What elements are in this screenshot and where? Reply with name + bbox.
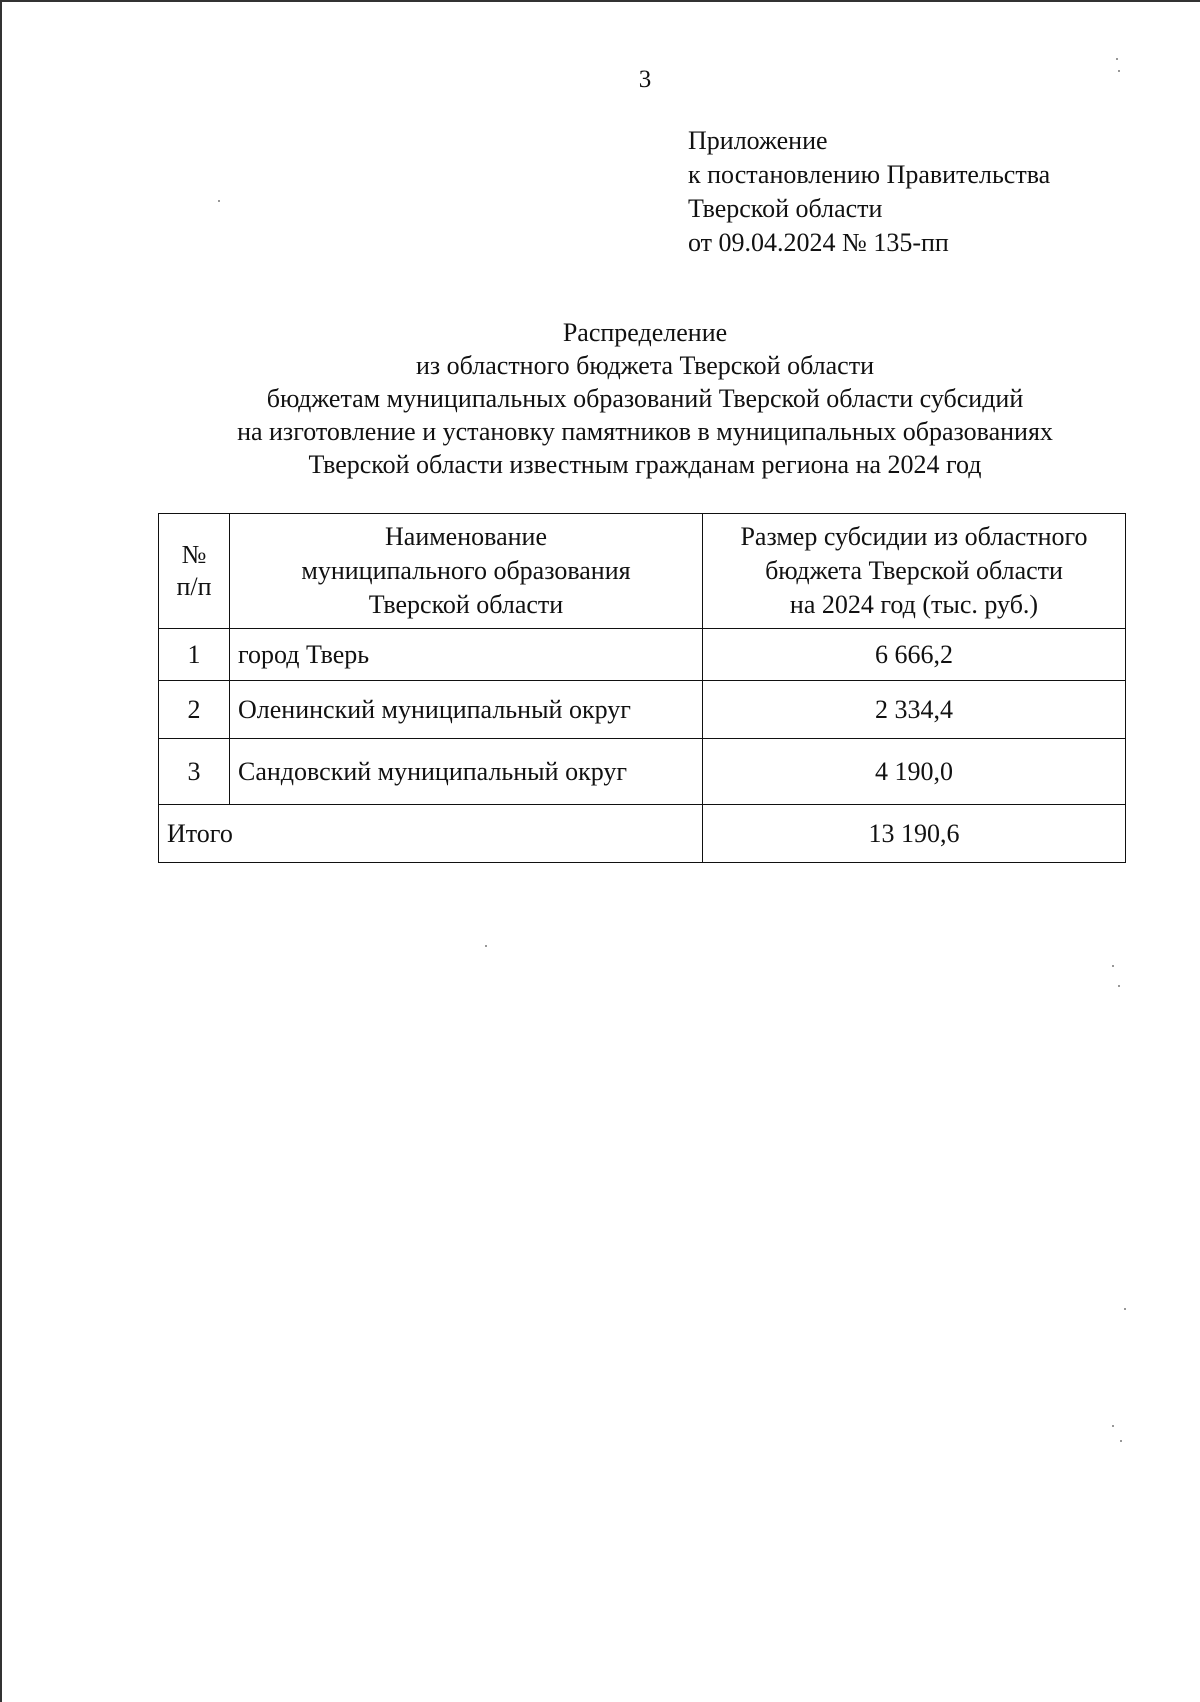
total-label: Итого [159, 805, 703, 863]
title-line: Распределение [562, 318, 728, 347]
header-name [230, 514, 703, 629]
page-number: 3 [638, 66, 652, 93]
total-amount: 13 190,6 [703, 805, 1126, 863]
row-number: 1 [159, 629, 230, 681]
scan-border-top [0, 0, 1200, 2]
subsidy-table [158, 513, 1126, 863]
scan-speck [1120, 1440, 1122, 1442]
row-amount: 6 666,2 [703, 629, 1126, 681]
header-line: п/п [176, 572, 212, 601]
scan-speck [1118, 70, 1120, 72]
scan-speck [485, 945, 487, 947]
document-title [150, 316, 1140, 481]
row-number: 2 [159, 681, 230, 739]
header-line: Тверской области [368, 590, 564, 619]
row-amount: 4 190,0 [703, 739, 1126, 805]
scan-speck [1116, 58, 1118, 60]
header-line: Наименование [385, 522, 547, 551]
appendix-line: Тверской области [688, 194, 883, 223]
row-amount: 2 334,4 [703, 681, 1126, 739]
scan-speck [1124, 1308, 1126, 1310]
scan-speck [1112, 1425, 1114, 1427]
header-line: муниципального образования [301, 556, 631, 585]
row-municipality: Сандовский муниципальный округ [230, 739, 703, 805]
title-line: бюджетам муниципальных образований Тверской области субсидий [266, 384, 1024, 413]
title-line: Тверской области известным гражданам региона на 2024 год [308, 450, 982, 479]
title-line: из областного бюджета Тверской области [416, 351, 874, 380]
appendix-line: к постановлению Правительства [688, 160, 1051, 189]
table-row [159, 681, 1126, 739]
table-row [159, 739, 1126, 805]
table-total-row [159, 805, 1126, 863]
header-amount [703, 514, 1126, 629]
title-line: на изготовление и установку памятников в муниципальных образованиях [237, 417, 1053, 446]
row-number: 3 [159, 739, 230, 805]
scan-speck [218, 200, 220, 202]
header-line: на 2024 год (тыс. руб.) [789, 590, 1039, 619]
scan-speck [1118, 985, 1120, 987]
header-line: Размер субсидии из областного [740, 522, 1088, 551]
row-municipality: Оленинский муниципальный округ [230, 681, 703, 739]
appendix-note [688, 124, 1050, 260]
table-row [159, 629, 1126, 681]
row-municipality: город Тверь [230, 629, 703, 681]
scan-border-left [0, 0, 2, 1702]
appendix-line: Приложение [688, 126, 828, 155]
header-line: бюджета Тверской области [765, 556, 1063, 585]
header-line: № [181, 540, 207, 569]
header-number [159, 514, 230, 629]
scan-speck [1112, 965, 1114, 967]
table-header-row [159, 514, 1126, 629]
appendix-line: от 09.04.2024 № 135-пп [688, 228, 949, 257]
